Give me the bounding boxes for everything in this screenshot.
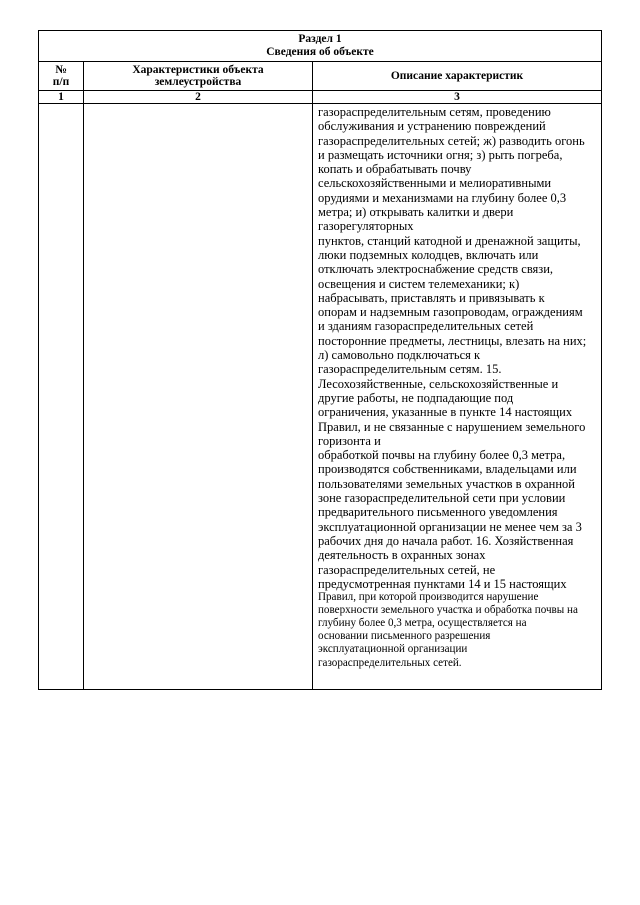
- description-line: обработкой почвы на глубину более 0,3 метра,: [318, 448, 566, 463]
- description-line: рабочих дня до начала работ. 16. Хозяйственная: [318, 533, 574, 548]
- description-line: пунктов, станций катодной и дренажной защиты,: [318, 233, 581, 248]
- description-line: сельскохозяйственными и мелиоративными: [318, 176, 552, 191]
- description-line: опорам и надземным газопроводам, ограждениям: [318, 305, 583, 320]
- description-line: орудиями и механизмами на глубину более 0,3: [318, 190, 567, 205]
- description-line: Правил, при которой производится нарушение: [318, 591, 539, 604]
- description-line: другие работы, не подпадающие под: [318, 390, 514, 405]
- section-title-cell: [39, 31, 602, 62]
- description-line: Правил, и не связанные с нарушением земельного: [318, 419, 586, 434]
- description-line: поверхности земельного участка и обработка почвы на: [318, 604, 578, 617]
- description-line: копать и обрабатывать почву: [318, 162, 472, 177]
- header-description: [313, 62, 602, 91]
- description-line: глубину более 0,3 метра, осуществляется на: [318, 617, 527, 630]
- description-line: производятся собственниками, владельцами или: [318, 462, 577, 477]
- description-line: и размещать источники огня; з) рыть погреба,: [318, 147, 563, 162]
- header-characteristics-text: [84, 64, 312, 88]
- description-line: ограничения, указанные в пункте 14 настоящих: [318, 405, 573, 420]
- cell-number: [39, 104, 84, 690]
- description-line: эксплуатационной организации не менее чем за 3: [318, 519, 582, 534]
- description-line: газораспределительных сетей, не: [318, 562, 496, 577]
- description-line: набрасывать, приставлять и привязывать к: [318, 290, 545, 305]
- column-number-1: 1: [39, 91, 84, 104]
- column-number-row: [39, 91, 602, 104]
- header-row: [39, 62, 602, 91]
- description-line: основании письменного разрешения: [318, 630, 491, 643]
- header-description-text: Описание характеристик: [390, 70, 524, 82]
- description-line: газораспределительных сетей; ж) разводить огонь: [318, 133, 585, 148]
- description-line: метра; и) открывать калитки и двери: [318, 205, 514, 220]
- header-line: Характеристики объекта: [132, 64, 264, 76]
- description-line: газораспределительным сетям, проведению: [318, 105, 551, 119]
- header-line: №: [55, 64, 67, 76]
- description-line: зоне газораспределительной сети при условии: [318, 491, 566, 506]
- description-line: газорегуляторных: [318, 219, 414, 234]
- description-line: и зданиям газораспределительных сетей: [318, 319, 534, 334]
- column-number-3: 3: [313, 91, 602, 104]
- section-subtitle: Сведения об объекте: [266, 46, 374, 58]
- description-line: предусмотренная пунктами 14 и 15 настоящих: [318, 576, 567, 591]
- header-number-text: [39, 64, 83, 88]
- description-line: пользователями земельных участков в охранной: [318, 476, 576, 491]
- header-line: землеустройства: [154, 76, 242, 88]
- header-line: п/п: [52, 76, 70, 88]
- description-line: посторонние предметы, лестницы, влезать на них;: [318, 333, 587, 348]
- object-info-table: [38, 30, 602, 690]
- description-line: обслуживания и устранению повреждений: [318, 119, 546, 134]
- description-line: деятельность в охранных зонах: [318, 548, 486, 563]
- description-text: [313, 104, 601, 671]
- description-line: предварительного письменного уведомления: [318, 505, 558, 520]
- section-title-row: [39, 31, 602, 62]
- cell-characteristic: [84, 104, 313, 690]
- description-line: люки подземных колодцев, включать или: [318, 247, 539, 262]
- description-line: л) самовольно подключаться к: [318, 348, 481, 363]
- table-row: [39, 104, 602, 690]
- description-line: освещения и систем телемеханики; к): [318, 276, 520, 291]
- description-line: горизонта и: [318, 433, 381, 448]
- cell-description: [313, 104, 602, 690]
- description-line: отключать электроснабжение средств связи,: [318, 262, 554, 277]
- description-line: эксплуатационной организации: [318, 643, 468, 656]
- section-title: Раздел 1: [298, 33, 342, 45]
- header-characteristics: [84, 62, 313, 91]
- description-line: газораспределительных сетей.: [318, 656, 462, 669]
- column-number-2: 2: [84, 91, 313, 104]
- description-line: газораспределительным сетям. 15.: [318, 362, 502, 377]
- description-line: Лесохозяйственные, сельскохозяйственные и: [318, 376, 559, 391]
- header-number: [39, 62, 84, 91]
